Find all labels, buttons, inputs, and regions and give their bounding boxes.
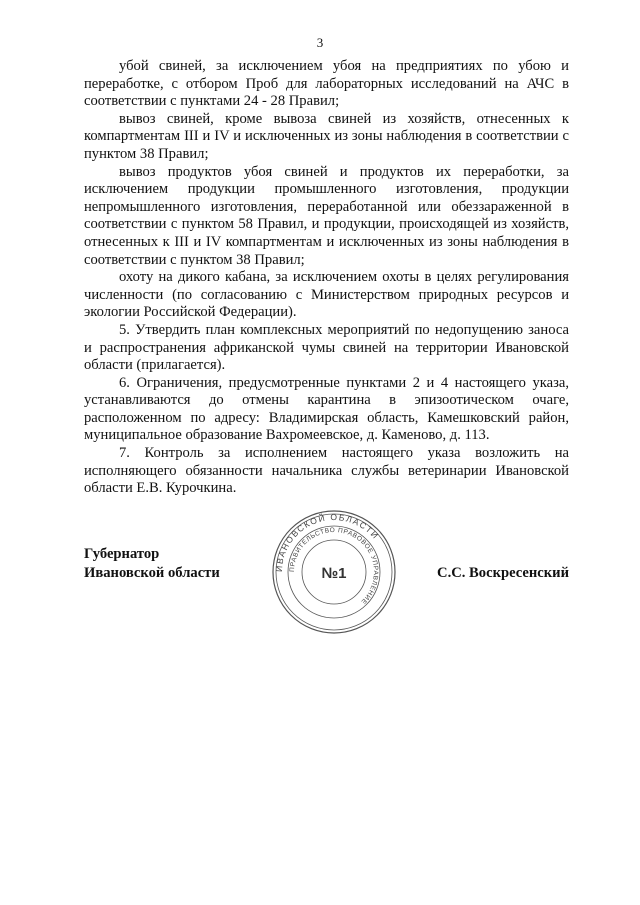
paragraph: вывоз продуктов убоя свиней и продуктов их переработки, за исключением продукции промышленного изготовления, продукции непромышленного изготовления, переработанной или обеззараженной в соответствии с пунктом 58 Правил, и продукции, происходящей из хозяйств, отнесенных к III и IV компартментам и исключенных из зоны наблюдения в соответствии с пунктом 38 Правил;	[84, 163, 569, 268]
official-stamp	[270, 508, 398, 636]
signatory-title-line: Ивановской области	[84, 565, 220, 581]
paragraph: 5. Утвердить план комплексных мероприятий по недопущению заноса и распространения африканской чумы свиней на территории Ивановской области (прилагается).	[84, 321, 569, 374]
document-body	[84, 58, 569, 498]
stamp-inner-text: ПРАВИТЕЛЬСТВО ПРАВОВОЕ УПРАВЛЕНИЕ	[288, 526, 380, 606]
paragraph: 6. Ограничения, предусмотренные пунктами 2 и 4 настоящего указа, устанавливаются до отмены карантина в эпизоотическом очаге, расположенном по адресу: Владимирская область, Камешковский район, муниципальное образование Вахромеевское, д. Каменово, д. 113.	[84, 374, 569, 444]
page-number: 3	[316, 35, 324, 50]
paragraph: вывоз свиней, кроме вывоза свиней из хозяйств, отнесенных к компартментам III и IV и исключенных из зоны наблюдения в соответствии с пунктом 38 Правил;	[84, 110, 569, 162]
paragraph: 7. Контроль за исполнением настоящего указа возложить на исполняющего обязанности начальника службы ветеринарии Ивановской области Е.В. Курочкина.	[84, 445, 569, 497]
stamp-seal-icon	[270, 508, 398, 636]
signatory-name: С.С. Воскресенский	[437, 565, 569, 581]
paragraph: охоту на дикого кабана, за исключением охоты в целях регулирования численности (по согласованию с Министерством природных ресурсов и экологии Российской Федерации).	[84, 269, 569, 321]
signatory-title	[84, 545, 220, 583]
signatory-title-line: Губернатор	[84, 546, 160, 562]
stamp-center-text: №1	[321, 565, 347, 582]
paragraph: убой свиней, за исключением убоя на предприятиях по убою и переработке, с отбором Проб для лабораторных исследований на АЧС в соответствии с пунктами 24 - 28 Правил;	[84, 58, 569, 110]
stamp-outer-text: ИВАНОВСКОЙ ОБЛАСТИ	[273, 511, 382, 573]
